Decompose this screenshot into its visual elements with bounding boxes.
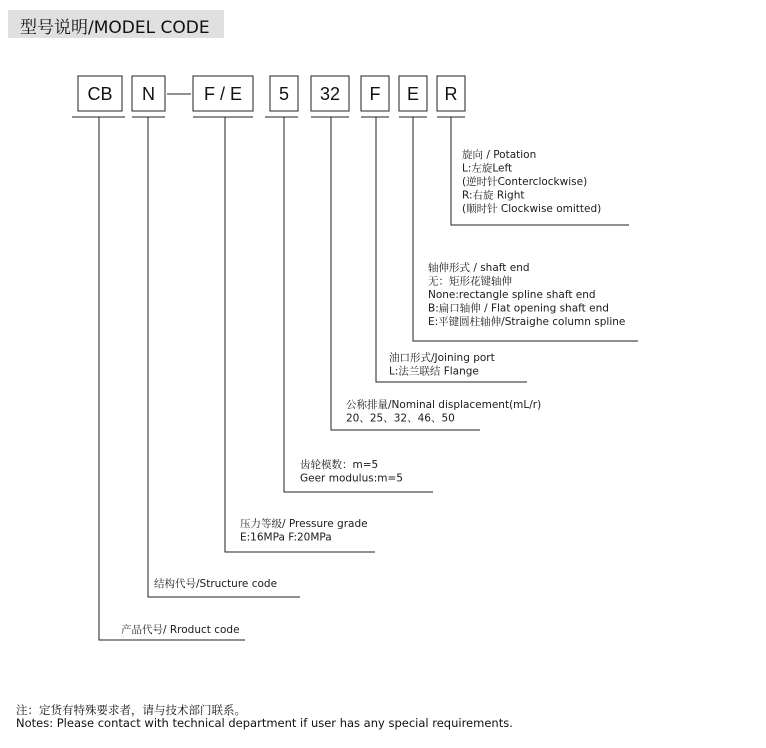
desc-structure-code-line-1: 结构代号/Structure code xyxy=(154,578,278,590)
note-chinese: 注：定货有特殊要求者，请与技术部门联系。 xyxy=(16,703,246,717)
desc-shaft-end-line-5: E:平键圆柱轴伸/Straighe column spline xyxy=(428,316,626,328)
code-box-label-r: R xyxy=(444,84,458,104)
code-box-label-cb: CB xyxy=(87,84,113,104)
desc-rotation-line-2: L:左旋Left xyxy=(462,162,513,175)
code-box-label-5: 5 xyxy=(278,84,290,104)
desc-displacement-line-1: 公称排量/Nominal displacement(mL/r) xyxy=(346,399,542,411)
desc-gear-modulus-line-1: 齿轮模数：m=5 xyxy=(300,459,379,471)
desc-rotation-line-4: R:右旋 Right xyxy=(462,189,525,202)
page-title: 型号说明/MODEL CODE xyxy=(20,18,210,38)
desc-joining-port-line-1: 油口形式/Joining port xyxy=(389,352,495,364)
code-box-label-fe: F / E xyxy=(203,84,243,104)
leader-line-cb xyxy=(99,117,245,640)
desc-product-code-line-1: 产品代号/ Rroduct code xyxy=(121,624,240,636)
leader-line-5 xyxy=(284,117,433,492)
leader-line-fe xyxy=(225,117,375,552)
desc-shaft-end-line-4: B:扁口轴伸 / Flat opening shaft end xyxy=(428,302,609,315)
desc-pressure-grade-line-1: 压力等级/ Pressure grade xyxy=(240,518,368,530)
desc-shaft-end-line-1: 轴伸形式 / shaft end xyxy=(428,262,530,274)
desc-joining-port-line-2: L:法兰联结 Flange xyxy=(389,365,479,378)
desc-gear-modulus-line-2: Geer modulus:m=5 xyxy=(300,472,403,485)
code-box-label-f: F xyxy=(369,84,381,104)
code-box-label-n: N xyxy=(142,84,155,104)
desc-rotation-line-3: (逆时针Conterclockwise) xyxy=(462,176,588,188)
desc-pressure-grade-line-2: E:16MPa F:20MPa xyxy=(240,531,332,544)
desc-rotation-line-5: (顺时针 Clockwise omitted) xyxy=(462,203,602,215)
desc-displacement-line-2: 20、25、32、46、50 xyxy=(346,412,455,425)
note-english: Notes: Please contact with technical department if user has any special requirements. xyxy=(16,716,513,730)
desc-rotation-line-1: 旋向 / Potation xyxy=(462,149,537,161)
desc-shaft-end-line-3: None:rectangle spline shaft end xyxy=(428,289,596,301)
desc-shaft-end-line-2: 无：矩形花键轴伸 xyxy=(428,275,512,288)
code-box-label-32: 32 xyxy=(319,84,341,104)
code-box-label-e: E xyxy=(406,84,420,104)
